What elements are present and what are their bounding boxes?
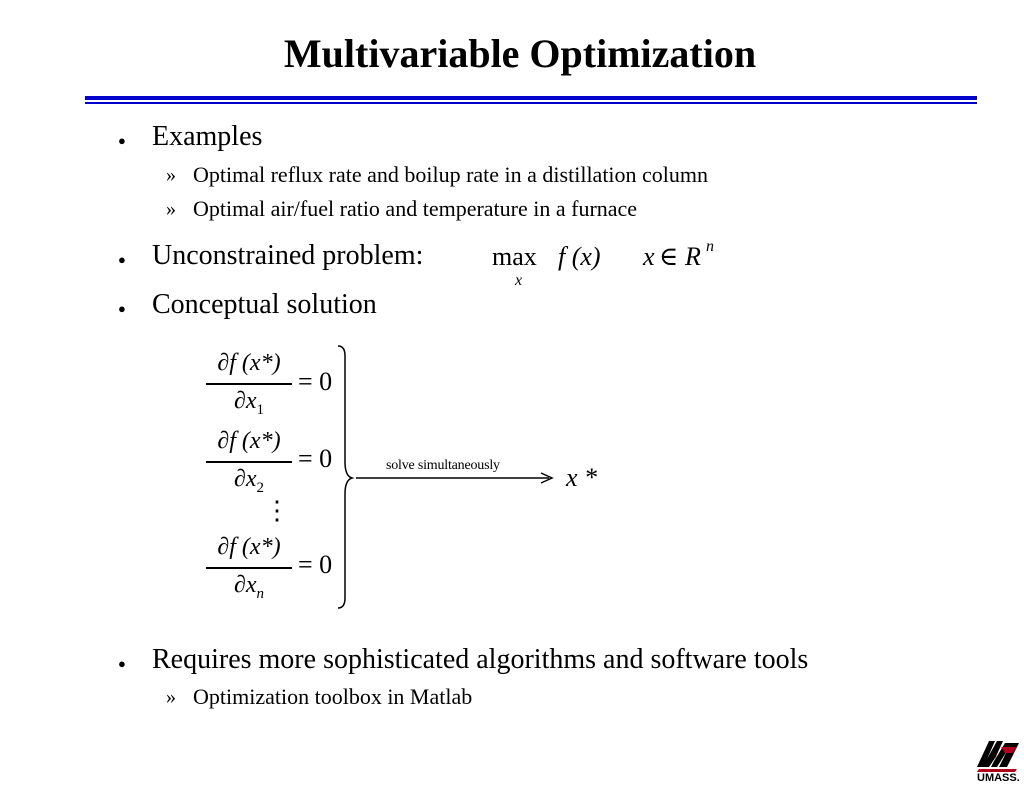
title-rule-thin: [85, 102, 977, 104]
toolbox-matlab: Optimization toolbox in Matlab: [193, 684, 473, 709]
equals-zero: = 0: [298, 550, 333, 579]
title-rule-thick: [85, 96, 977, 100]
fraction-bar: [206, 567, 292, 569]
optimal-solution: x *: [566, 463, 598, 492]
right-brace: [338, 346, 352, 608]
subscript: 1: [256, 402, 264, 418]
dimension-superscript: n: [706, 238, 714, 255]
variable-x: x: [245, 572, 257, 598]
partial-symbol: ∂: [233, 466, 246, 492]
brace-and-arrow: [336, 344, 566, 612]
subscript: n: [256, 586, 264, 602]
equals-zero: = 0: [298, 444, 333, 473]
max-operator: max: [492, 242, 537, 271]
umass-logo-text: UMASS.: [977, 772, 1020, 784]
element-of-symbol: ∈: [659, 242, 679, 271]
fraction-bar: [206, 461, 292, 463]
fraction-bar: [206, 383, 292, 385]
partial-symbol: ∂: [233, 388, 246, 414]
real-space-symbol: R: [685, 242, 701, 271]
numerator: ∂f (x*): [217, 534, 281, 560]
bullet-dot: ●: [118, 133, 126, 148]
arrow-label: solve simultaneously: [386, 458, 500, 473]
vertical-ellipsis: ⋮: [264, 496, 290, 525]
variable-x: x: [245, 388, 257, 414]
bullet-examples: Examples: [152, 121, 263, 152]
bullet-unconstrained: Unconstrained problem:: [152, 240, 424, 271]
partial-derivative-eqn: [206, 534, 292, 614]
bullet-conceptual: Conceptual solution: [152, 289, 377, 320]
subscript: 2: [256, 480, 264, 496]
numerator: ∂f (x*): [217, 428, 281, 454]
example-distillation: Optimal reflux rate and boilup rate in a distillation column: [193, 162, 709, 187]
bullet-dot: ●: [118, 656, 126, 671]
partial-derivative-eq1: [206, 350, 292, 430]
domain-variable: x: [643, 242, 655, 271]
bullet-dot: ●: [118, 252, 126, 267]
numerator: ∂f (x*): [217, 350, 281, 376]
sub-bullet-marker: »: [166, 164, 176, 186]
sub-bullet-marker: »: [166, 198, 176, 220]
denominator: [206, 388, 292, 419]
equals-zero: = 0: [298, 367, 333, 396]
objective-function: f (x): [558, 242, 601, 271]
bullet-dot: ●: [118, 301, 126, 316]
example-furnace: Optimal air/fuel ratio and temperature in a furnace: [193, 196, 638, 221]
denominator: [206, 572, 292, 603]
variable-x: x: [245, 466, 257, 492]
slide-title: Multivariable Optimization: [283, 31, 757, 76]
partial-symbol: ∂: [233, 572, 246, 598]
max-subscript: x: [515, 272, 523, 289]
bullet-requires: Requires more sophisticated algorithms and software tools: [152, 644, 809, 675]
sub-bullet-marker: »: [166, 686, 176, 708]
denominator: [206, 466, 292, 497]
